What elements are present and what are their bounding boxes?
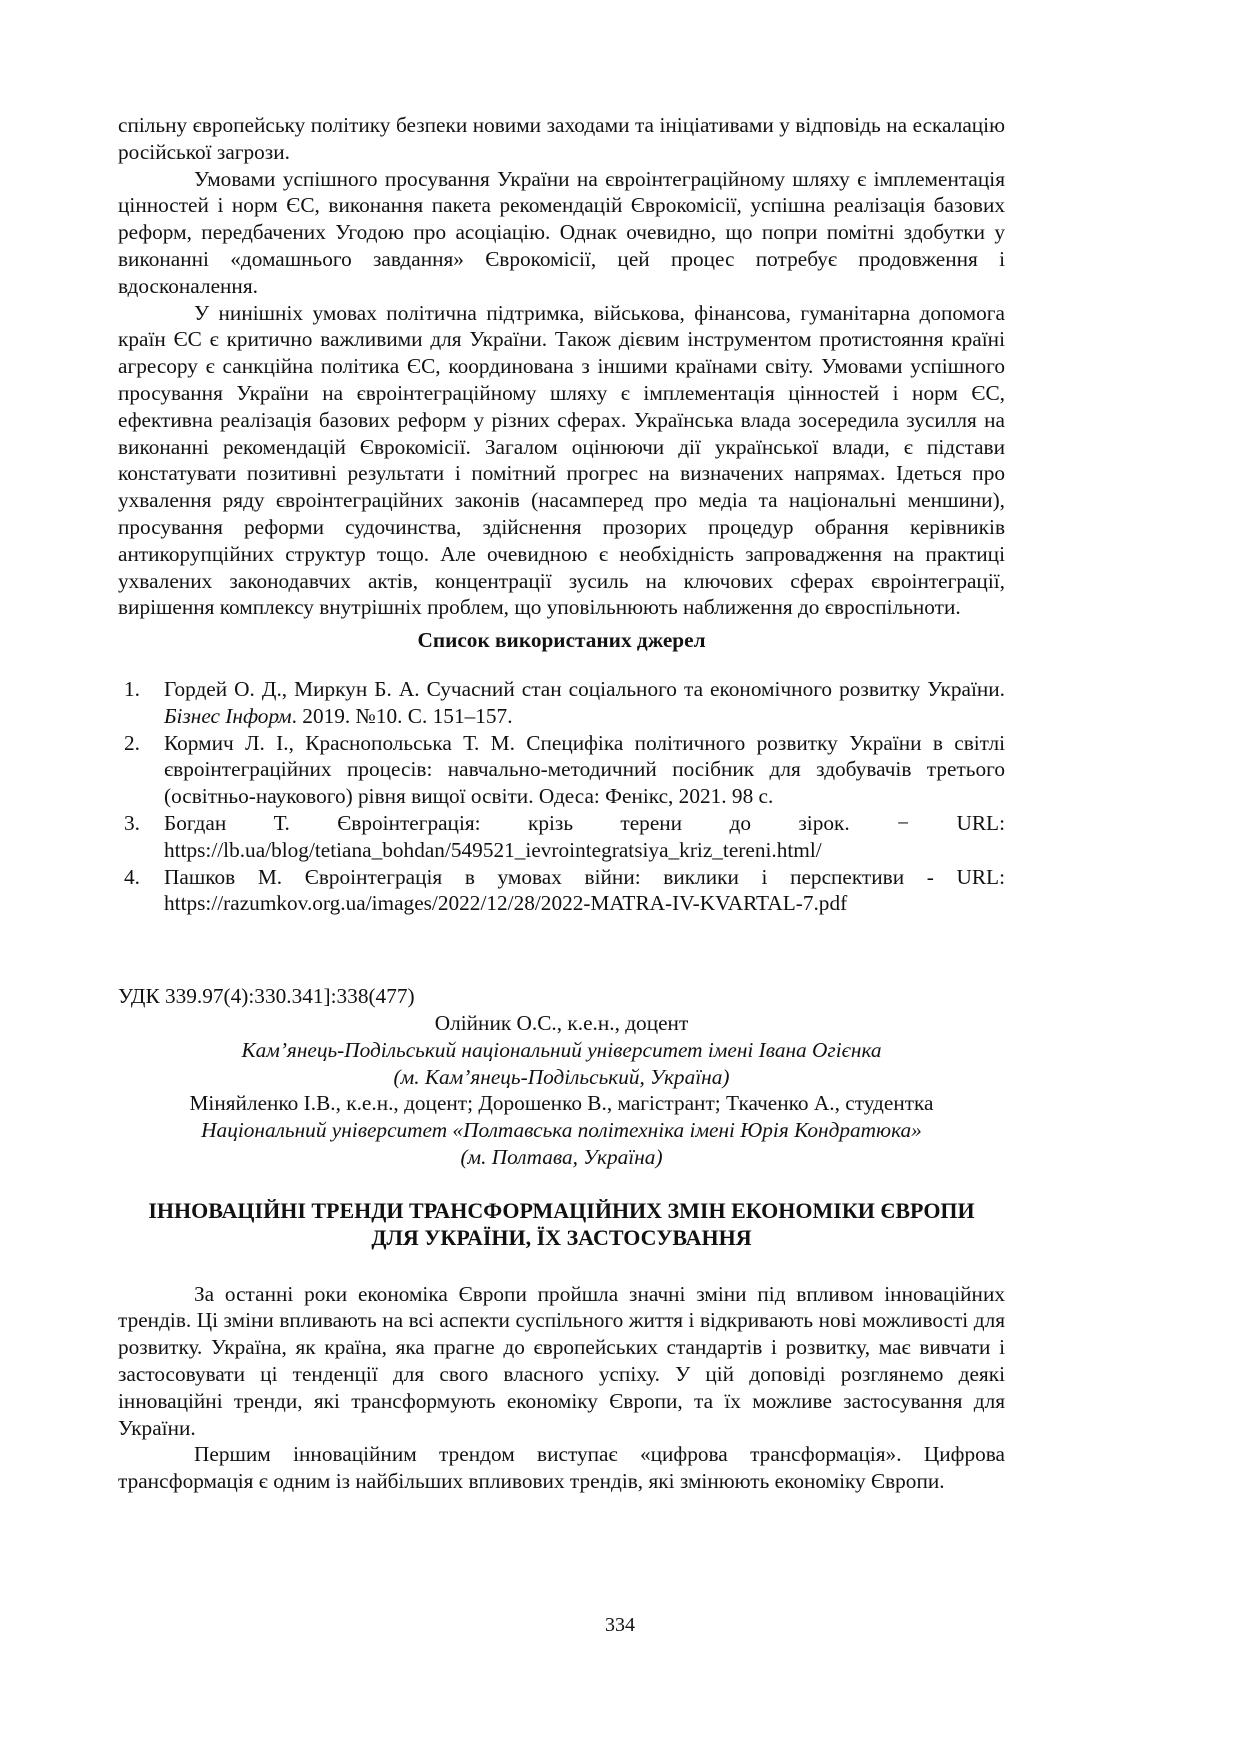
reference-journal: Бізнес Інформ <box>164 703 292 728</box>
body-paragraph: Першим інноваційним трендом виступає «цифрова трансформація». Цифрова трансформація є одним із найбільших впливових трендів, які змінюють економіку Європи. <box>118 1442 1005 1494</box>
body-paragraph: За останні роки економіка Європи пройшла значні зміни під впливом інноваційних трендів. Ці зміни впливають на всі аспекти суспільного життя і відкривають нові можливості для розвитку. Україна, як країна, яка прагне до європейських стандартів і розвитку, має вивчати і застосовувати ці тенденції для свого власного успіху. У цій доповіді розглянемо деякі інноваційні тренди, які трансформують економіку Європи, та їх можливе застосування для України. <box>118 1281 1005 1440</box>
reference-text: Гордей О. Д., Миркун Б. А. Сучасний стан соціального та економічного розвитку України. <box>164 676 1005 701</box>
reference-text-tail: . 2019. №10. С. 151–157. <box>291 703 513 728</box>
reference-text: Кормич Л. І., Краснопольська Т. М. Специфіка політичного розвитку України в світлі євроінтеграційних процесів: навчально-методичний посібник для здобувачів третього (освітньо-наукового) рівня вищої освіти. Одеса: Фенікс, 2021. 98 с. <box>164 730 1005 809</box>
body-paragraph: Умовами успішного просування України на євроінтеграційному шляху є імплементація цінностей і норм ЄС, виконання пакета рекомендацій Єврокомісії, успішна реалізація базових реформ, передбачених Угодою про асоціацію. Однак очевидно, що попри помітні здобутки у виконанні «домашнього завдання» Єврокомісії, цей процес потребує продовження і вдосконалення. <box>118 166 1005 298</box>
reference-item <box>118 730 1005 810</box>
author-location: (м. Кам’янець-Подільський, Україна) <box>393 1064 730 1089</box>
reference-text: Пашков М. Євроінтеграція в умовах війни: виклики і перспективи - URL: https://razumkov.org.ua/images/2022/12/28/2022-MATRA-IV-KVARTAL-7.pdf <box>164 864 1005 916</box>
author-affiliation: Кам’янець-Подільський національний університет імені Івана Огієнка <box>241 1037 882 1062</box>
page-number: 334 <box>605 1614 635 1636</box>
author-affiliation: Національний університет «Полтавська політехніка імені Юрія Кондратюка» <box>201 1118 922 1143</box>
author-location: (м. Полтава, Україна) <box>460 1144 663 1169</box>
reference-number: 2. <box>124 730 140 755</box>
article-title-line: ДЛЯ УКРАЇНИ, ЇХ ЗАСТОСУВАННЯ <box>371 1224 752 1250</box>
reference-item <box>118 810 1005 864</box>
udc-code: УДК 339.97(4):330.341]:338(477) <box>118 984 415 1009</box>
author-name: Олійник О.С., к.е.н., доцент <box>434 1010 689 1035</box>
reference-number: 4. <box>124 864 140 889</box>
reference-number: 3. <box>124 810 140 835</box>
reference-text: Богдан Т. Євроінтеграція: крізь терени до зірок. − URL: https://lb.ua/blog/tetiana_bohdan/549521_ievrointegratsiya_kriz_tereni.html/ <box>164 810 1005 862</box>
references-heading: Список використаних джерел <box>417 628 706 653</box>
page-body <box>118 112 1005 1495</box>
reference-number: 1. <box>124 676 140 701</box>
body-paragraph: спільну європейську політику безпеки новими заходами та ініціативами у відповідь на ескалацію російської загрози. <box>118 113 1005 164</box>
reference-item <box>118 676 1005 730</box>
author-name: Міняйленко І.В., к.е.н., доцент; Дорошенко В., магістрант; Ткаченко А., студентка <box>189 1091 934 1116</box>
body-paragraph: У нинішніх умовах політична підтримка, військова, фінансова, гуманітарна допомога країн ЄС є критично важливими для України. Також дієвим інструментом протистояння країні агресору є санкційна політика ЄС, координована з іншими країнами світу. Умовами успішного просування України на євроінтеграційному шляху є імплементація цінностей і норм ЄС, ефективна реалізація базових реформ у різних сферах. Українська влада зосередила зусилля на виконанні рекомендацій Єврокомісії. Загалом оцінюючи дії української влади, є підстави констатувати позитивні результати і помітний прогрес на визначених напрямах. Ідеться про ухвалення ряду євроінтеграційних законів (насамперед про медіа та національні меншини), просування реформи судочинства, здійснення прозорих процедур обрання керівників антикорупційних структур тощо. Але очевидною є необхідність запровадження на практиці ухвалених законодавчих актів, концентрації зусиль на ключових сферах євроінтеграції, вирішення комплексу внутрішніх проблем, що уповільнюють наближення до євроспільноти. <box>118 300 1005 620</box>
reference-item <box>118 864 1005 918</box>
article-title <box>118 1197 1005 1251</box>
references-list <box>118 676 1005 917</box>
article-title-line: ІННОВАЦІЙНІ ТРЕНДИ ТРАНСФОРМАЦІЙНИХ ЗМІН ЕКОНОМІКИ ЄВРОПИ <box>148 1197 975 1223</box>
